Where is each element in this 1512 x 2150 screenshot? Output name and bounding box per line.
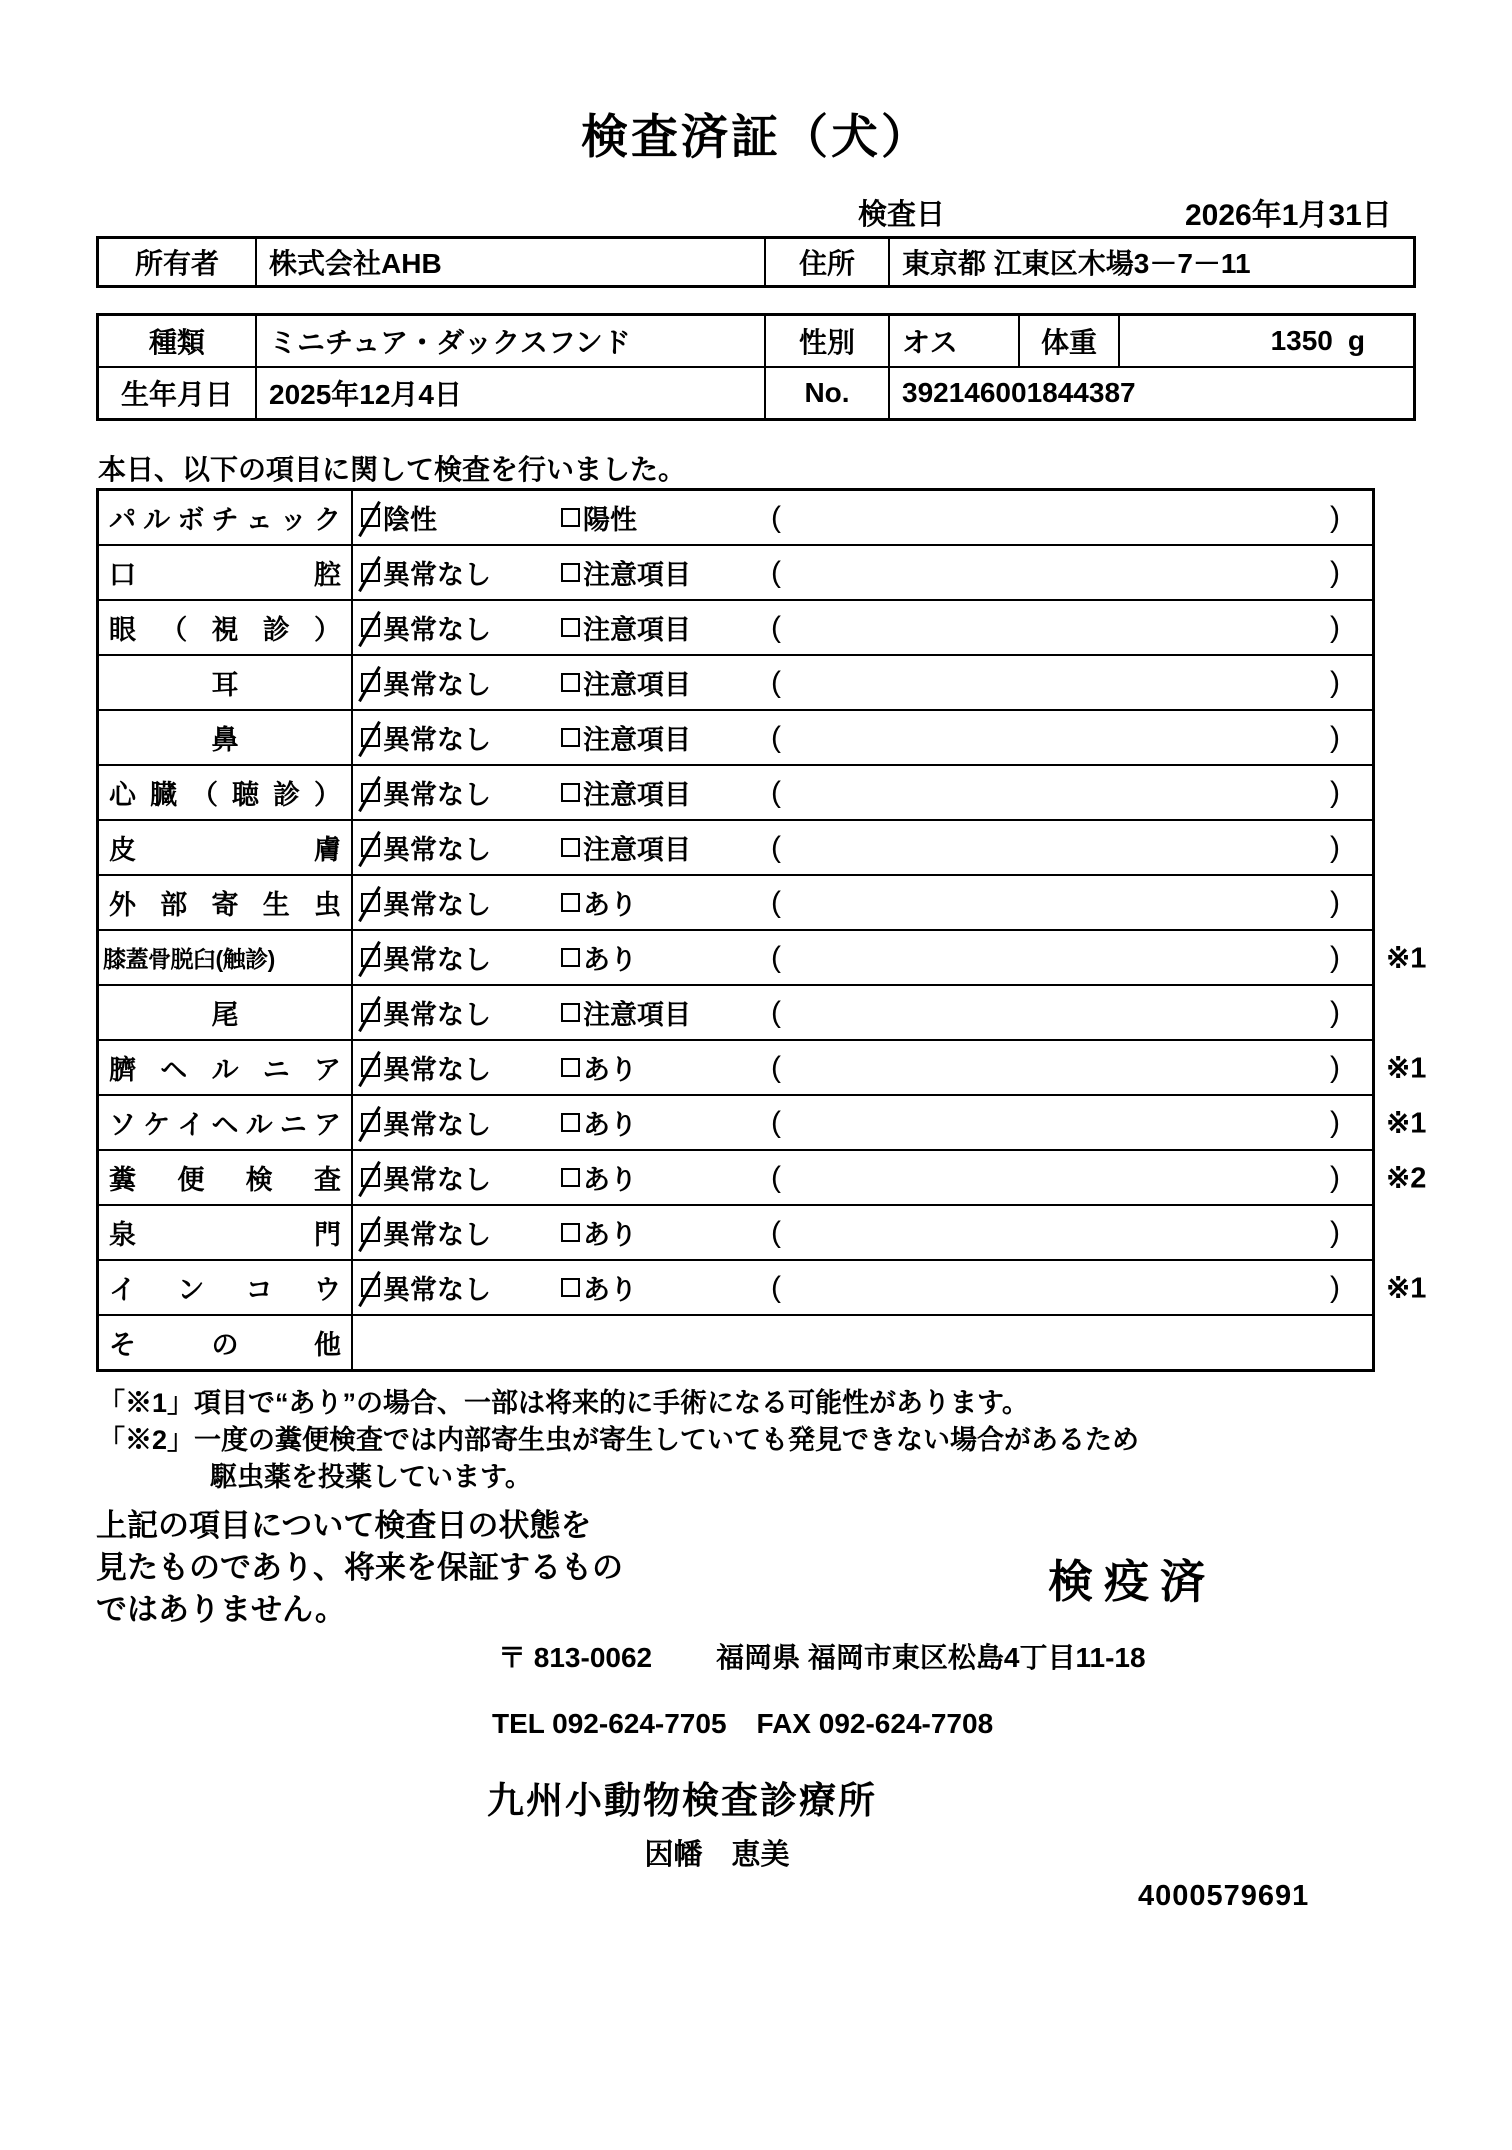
owner-label: 所有者: [99, 239, 257, 285]
exam-row: [99, 656, 1372, 711]
exam-option: [561, 1158, 771, 1197]
exam-item-label: 心 臓 （ 聴 診 ）: [99, 766, 353, 819]
paren-close: ): [1330, 995, 1340, 1029]
page-title: 検査済証（犬）: [581, 110, 931, 163]
checkbox-empty-icon: [561, 1168, 580, 1187]
paren-close: ): [1330, 1270, 1340, 1304]
exam-option: [561, 883, 771, 922]
exam-options: [353, 1316, 1372, 1369]
exam-option-label: 異常なし: [383, 835, 491, 865]
checkbox-checked-icon: [361, 1168, 380, 1187]
exam-option-label: あり: [583, 1110, 637, 1140]
checkbox-empty-icon: [561, 1223, 580, 1242]
exam-options: [353, 1206, 1372, 1259]
exam-options: [353, 656, 1372, 709]
exam-option-label: 異常なし: [383, 670, 491, 700]
exam-option-label: 異常なし: [383, 1275, 491, 1305]
exam-option-label: あり: [583, 1275, 637, 1305]
exam-options: [353, 546, 1372, 599]
footnote-marker: ※2: [1386, 1162, 1427, 1194]
footnote-marker: ※1: [1386, 1052, 1427, 1084]
breed-label: 種類: [99, 316, 257, 366]
exam-options: [353, 1151, 1372, 1204]
exam-option: [361, 1158, 561, 1197]
exam-option-label: 注意項目: [583, 725, 691, 755]
paren-close: ): [1330, 1050, 1340, 1084]
checkbox-checked-icon: [361, 1058, 380, 1077]
weight-cell: [1120, 316, 1413, 366]
checkbox-checked-icon: [361, 1113, 380, 1132]
footnote-1: 「※1」項目で“あり”の場合、一部は将来的に手術になる可能性があります。: [98, 1388, 1029, 1418]
birth-row: [99, 368, 1413, 418]
exam-item-label: 臍 ヘ ル ニ ア: [99, 1041, 353, 1094]
exam-option: [561, 828, 771, 867]
checkbox-empty-icon: [561, 948, 580, 967]
owner-value: 株式会社AHB: [257, 239, 766, 285]
exam-item-label: 糞 便 検 査: [99, 1151, 353, 1204]
exam-row: [99, 1316, 1372, 1369]
exam-option-label: 注意項目: [583, 560, 691, 590]
paren-open: (: [771, 1270, 781, 1304]
exam-item-label: そ の 他: [99, 1316, 353, 1369]
checkbox-checked-icon: [361, 563, 380, 582]
checkbox-empty-icon: [561, 1003, 580, 1022]
checkbox-checked-icon: [361, 1223, 380, 1242]
paren-open: (: [771, 885, 781, 919]
exam-row: [99, 601, 1372, 656]
exam-option-label: 異常なし: [383, 1055, 491, 1085]
exam-option-label: 異常なし: [383, 725, 491, 755]
exam-item-label: 口 腔: [99, 546, 353, 599]
exam-option: [361, 553, 561, 592]
exam-row: [99, 986, 1372, 1041]
exam-item-label: 外 部 寄 生 虫: [99, 876, 353, 929]
exam-option-label: あり: [583, 1165, 637, 1195]
quarantine-stamp: 検疫済: [1048, 1556, 1217, 1607]
checkbox-empty-icon: [561, 1113, 580, 1132]
exam-row: [99, 546, 1372, 601]
footnote-marker: ※1: [1386, 942, 1427, 974]
paren-close: ): [1330, 720, 1340, 754]
exam-options: [353, 766, 1372, 819]
exam-option: [361, 718, 561, 757]
exam-option-label: 異常なし: [383, 1220, 491, 1250]
clinic-tel: TEL 092-624-7705: [492, 1708, 727, 1739]
exam-options: [353, 931, 1372, 984]
paren-open: (: [771, 720, 781, 754]
exam-option-label: 陰性: [383, 505, 437, 535]
footnotes: [98, 1385, 1139, 1496]
exam-option-label: 異常なし: [383, 1165, 491, 1195]
exam-row: [99, 1096, 1427, 1151]
exam-option-label: あり: [583, 1055, 637, 1085]
exam-item-label: 皮 膚: [99, 821, 353, 874]
exam-option: [561, 1048, 771, 1087]
exam-item-label: 尾: [99, 986, 353, 1039]
exam-option: [561, 718, 771, 757]
paren-open: (: [771, 500, 781, 534]
exam-table: [96, 488, 1427, 1372]
exam-option: [361, 608, 561, 647]
checkbox-empty-icon: [561, 893, 580, 912]
checkbox-empty-icon: [561, 618, 580, 637]
paren-close: ): [1330, 665, 1340, 699]
breed-row: [99, 316, 1413, 368]
exam-option: [361, 773, 561, 812]
paren-open: (: [771, 1215, 781, 1249]
exam-option-label: 注意項目: [583, 835, 691, 865]
checkbox-empty-icon: [561, 1058, 580, 1077]
exam-option-label: あり: [583, 945, 637, 975]
exam-option-label: あり: [583, 1220, 637, 1250]
paren-close: ): [1330, 500, 1340, 534]
checkbox-checked-icon: [361, 838, 380, 857]
exam-option-label: 異常なし: [383, 780, 491, 810]
checkbox-checked-icon: [361, 673, 380, 692]
exam-row: [99, 1261, 1427, 1316]
footnote-marker: ※1: [1386, 1107, 1427, 1139]
exam-option-label: 注意項目: [583, 780, 691, 810]
exam-item-label: 眼 （ 視 診 ）: [99, 601, 353, 654]
address-value: 東京都 江東区木場3－7－11: [902, 248, 1251, 279]
exam-row: [99, 766, 1372, 821]
exam-option: [361, 663, 561, 702]
paren-open: (: [771, 610, 781, 644]
disclaimer-line-1: 上記の項目について検査日の状態を: [96, 1508, 592, 1543]
checkbox-empty-icon: [561, 728, 580, 747]
checkbox-checked-icon: [361, 728, 380, 747]
inspection-date-value: 2026年1月31日: [1185, 199, 1392, 232]
paren-close: ): [1330, 775, 1340, 809]
paren-close: ): [1330, 1105, 1340, 1139]
serial-number: 4000579691: [1138, 1880, 1310, 1912]
birthdate-label: 生年月日: [99, 368, 257, 418]
paren-open: (: [771, 775, 781, 809]
exam-option: [561, 663, 771, 702]
owner-table: [96, 236, 1416, 288]
exam-item-label: 泉 門: [99, 1206, 353, 1259]
clinic-contact-row: [492, 1708, 993, 1740]
exam-option-label: 注意項目: [583, 615, 691, 645]
checkbox-checked-icon: [361, 948, 380, 967]
paren-close: ): [1330, 885, 1340, 919]
intro-text: 本日、以下の項目に関して検査を行いました。: [98, 454, 687, 485]
exam-option: [361, 1048, 561, 1087]
exam-option-label: あり: [583, 890, 637, 920]
exam-option: [561, 553, 771, 592]
clinic-fax: FAX 092-624-7708: [756, 1708, 994, 1739]
clinic-name: 九州小動物検査診療所: [487, 1780, 877, 1821]
exam-options: [353, 1041, 1372, 1094]
exam-option: [561, 773, 771, 812]
paren-close: ): [1330, 610, 1340, 644]
exam-options: [353, 876, 1372, 929]
exam-options: [353, 1096, 1372, 1149]
exam-option: [361, 498, 561, 537]
weight-value: 1350: [1270, 325, 1333, 356]
checkbox-empty-icon: [561, 1278, 580, 1297]
clinic-address: 福岡県 福岡市東区松島4丁目11-18: [716, 1642, 1146, 1673]
inspection-date-label: 検査日: [858, 199, 946, 231]
sex-value: オス: [890, 316, 1020, 366]
exam-option-label: 異常なし: [383, 945, 491, 975]
exam-row: [99, 1206, 1372, 1261]
pet-info-table: [96, 313, 1416, 421]
disclaimer-text: [96, 1505, 623, 1631]
exam-item-label: ソ ケ イ ヘ ル ニ ア: [99, 1096, 353, 1149]
exam-option: [561, 938, 771, 977]
sex-label: 性別: [766, 316, 890, 366]
exam-option: [361, 1268, 561, 1307]
paren-open: (: [771, 665, 781, 699]
exam-row: [99, 1041, 1427, 1096]
exam-option: [361, 938, 561, 977]
disclaimer-line-2: 見たものであり、将来を保証するもの: [96, 1550, 623, 1585]
checkbox-checked-icon: [361, 618, 380, 637]
exam-option: [561, 1103, 771, 1142]
exam-options: [353, 986, 1372, 1039]
checkbox-checked-icon: [361, 1003, 380, 1022]
checkbox-checked-icon: [361, 1278, 380, 1297]
clinic-postal-code: 〒 813-0062: [498, 1642, 653, 1673]
checkbox-checked-icon: [361, 893, 380, 912]
exam-option-label: 異常なし: [383, 615, 491, 645]
paren-open: (: [771, 1050, 781, 1084]
exam-option-label: 注意項目: [583, 670, 691, 700]
exam-options: [353, 711, 1372, 764]
exam-row: [99, 876, 1372, 931]
exam-item-label: イ ン コ ウ: [99, 1261, 353, 1314]
birthdate-value: 2025年12月4日: [257, 368, 766, 418]
exam-option-label: 注意項目: [583, 1000, 691, 1030]
exam-item-label: 膝蓋骨脱臼(触診): [99, 931, 353, 984]
paren-close: ): [1330, 940, 1340, 974]
footnote-marker: ※1: [1386, 1272, 1427, 1304]
checkbox-checked-icon: [361, 508, 380, 527]
exam-option-label: 陽性: [583, 505, 637, 535]
paren-open: (: [771, 940, 781, 974]
exam-option: [561, 1268, 771, 1307]
veterinarian-name: 因幡 恵美: [644, 1839, 790, 1871]
exam-row: [99, 711, 1372, 766]
checkbox-empty-icon: [561, 563, 580, 582]
exam-option: [361, 1103, 561, 1142]
exam-row: [99, 931, 1427, 986]
paren-open: (: [771, 1160, 781, 1194]
breed-value: ミニチュア・ダックスフンド: [257, 316, 766, 366]
exam-option: [561, 993, 771, 1032]
footnote-2-continued: 駆虫薬を投薬しています。: [210, 1462, 532, 1492]
exam-option: [561, 608, 771, 647]
exam-options: [353, 1261, 1372, 1314]
paren-close: ): [1330, 1215, 1340, 1249]
paren-open: (: [771, 995, 781, 1029]
exam-row: [99, 821, 1372, 876]
exam-option-label: 異常なし: [383, 1000, 491, 1030]
exam-option: [361, 828, 561, 867]
disclaimer-line-3: ではありません。: [96, 1592, 346, 1627]
exam-option: [361, 1213, 561, 1252]
weight-unit: g: [1347, 325, 1365, 356]
exam-row: [99, 491, 1372, 546]
exam-option-label: 異常なし: [383, 560, 491, 590]
checkbox-empty-icon: [561, 838, 580, 857]
checkbox-checked-icon: [361, 783, 380, 802]
checkbox-empty-icon: [561, 508, 580, 527]
exam-option: [361, 883, 561, 922]
no-label: No.: [766, 368, 890, 418]
exam-item-label: 鼻: [99, 711, 353, 764]
exam-options: [353, 601, 1372, 654]
checkbox-empty-icon: [561, 783, 580, 802]
checkbox-empty-icon: [561, 673, 580, 692]
footnote-2: 「※2」一度の糞便検査では内部寄生虫が寄生していても発見できない場合があるため: [98, 1425, 1140, 1455]
exam-item-label: パ ル ボ チ ェ ッ ク: [99, 491, 353, 544]
address-label: 住所: [766, 239, 890, 285]
exam-option: [361, 993, 561, 1032]
exam-options: [353, 821, 1372, 874]
paren-open: (: [771, 555, 781, 589]
paren-open: (: [771, 830, 781, 864]
paren-open: (: [771, 1105, 781, 1139]
exam-options: [353, 491, 1372, 544]
clinic-address-row: [498, 1636, 1146, 1676]
exam-option-label: 異常なし: [383, 1110, 491, 1140]
exam-option: [561, 1213, 771, 1252]
exam-item-label: 耳: [99, 656, 353, 709]
exam-row: [99, 1151, 1427, 1206]
paren-close: ): [1330, 830, 1340, 864]
exam-option-label: 異常なし: [383, 890, 491, 920]
weight-label: 体重: [1020, 316, 1120, 366]
no-value: 392146001844387: [902, 377, 1136, 408]
paren-close: ): [1330, 1160, 1340, 1194]
paren-close: ): [1330, 555, 1340, 589]
exam-option: [561, 498, 771, 537]
